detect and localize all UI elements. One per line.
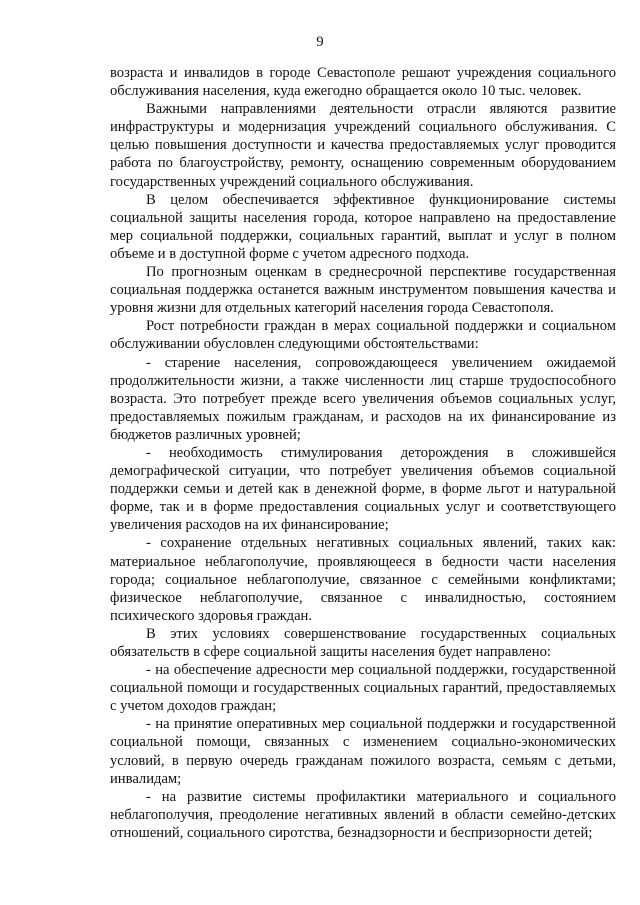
paragraph-1: возраста и инвалидов в городе Севастополе решают учреждения социального обслуживания населения, куда ежегодно обращается около 10 тыс. человек.: [110, 65, 616, 100]
document-body: [110, 64, 616, 842]
paragraph-4: По прогнозным оценкам в среднесрочной перспективе государственная социальная поддержка останется важным инструментом повышения качества и уровня жизни для отдельных категорий населения города Севастополя.: [110, 264, 616, 317]
list-item-aging: - старение населения, сопровождающееся увеличением ожидаемой продолжительности жизни, а также численности лиц старше трудоспособного возраста. Это потребует прежде всего увеличения объемов социальных услуг, предоставляемых пожилым гражданам, и расходов на их финансирование из бюджетов различных уровней;: [110, 354, 616, 443]
list-item-prevention: - на развитие системы профилактики материального и социального неблагополучия, преодоление негативных явлений в области семейно-детских отношений, социального сиротства, безнадзорности и беспризорности детей;: [110, 788, 616, 841]
paragraph-2: Важными направлениями деятельности отрасли являются развитие инфраструктуры и модернизация учреждений социального обслуживания. С целью повышения доступности и качества предоставляемых услуг проводится работа по благоустройству, ремонту, оснащению современным оборудованием государственных учреждений социального обслуживания.: [110, 101, 616, 190]
list-item-targeting: - на обеспечение адресности мер социальной поддержки, государственной социальной помощи и государственных социальных гарантий, предоставляемых с учетом доходов граждан;: [110, 662, 616, 715]
page-number: 9: [316, 34, 324, 50]
list-item-operational-measures: - на принятие оперативных мер социальной поддержки и государственной социальной помощи, связанных с изменением социально-экономических условий, в первую очередь гражданам пожилого возраста, семьям с детьми, инвалидам;: [110, 716, 616, 787]
paragraph-5: Рост потребности граждан в мерах социальной поддержки и социальном обслуживании обусловлен следующими обстоятельствами:: [110, 318, 616, 353]
paragraph-conditions: В этих условиях совершенствование государственных социальных обязательств в сфере социальной защиты населения будет направлено:: [110, 625, 616, 660]
paragraph-3: В целом обеспечивается эффективное функционирование системы социальной защиты населения города, которое направлено на предоставление мер социальной поддержки, социальных гарантий, выплат и услуг в полном объеме и в доступной форме с учетом адресного подхода.: [110, 191, 616, 262]
list-item-birthrate: - необходимость стимулирования деторождения в сложившейся демографической ситуации, что потребует увеличения объемов социальной поддержки семьи и детей как в денежной форме, в форме льгот и натуральной форме, так и в форме предоставления социальных услуг и соответствующего увеличения расходов на их финансирование;: [110, 444, 616, 534]
list-item-negative-phenomena: - сохранение отдельных негативных социальных явлений, таких как: материальное неблагополучие, проявляющееся в бедности части населения города; социальное неблагополучие, связанное с семейными конфликтами; физическое неблагополучие, связанное с инвалидностью, состоянием психического здоровья граждан.: [110, 535, 616, 624]
